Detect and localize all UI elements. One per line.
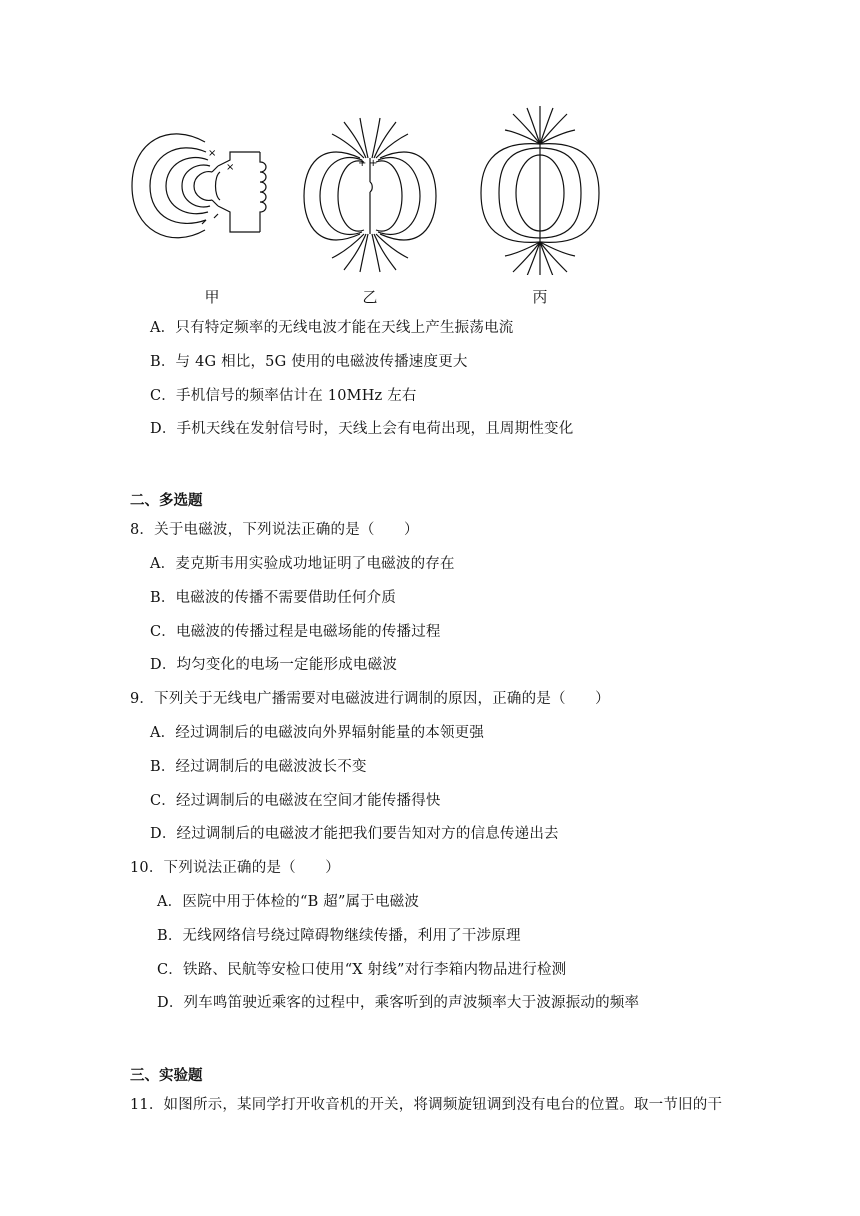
q7-option-a: A．只有特定频率的无线电波才能在天线上产生振荡电流 [150,320,514,336]
figure-label-jia: 甲 [204,288,220,306]
q9-option-a: A．经过调制后的电磁波向外界辐射能量的本领更强 [150,725,485,741]
q8-option-b: B．电磁波的传播不需要借助任何介质 [150,590,397,606]
section-multiple-choice-title: 二、多选题 [130,493,203,509]
q9-option-b: B．经过调制后的电磁波波长不变 [150,759,367,775]
q8-option-a: A．麦克斯韦用实验成功地证明了电磁波的存在 [150,556,455,572]
figure-label-yi: 乙 [362,288,378,306]
figure-yi [300,100,440,306]
q7-option-b: B．与 4G 相比，5G 使用的电磁波传播速度更大 [150,354,468,370]
q8-stem: 8．关于电磁波，下列说法正确的是（ ） [130,522,419,538]
q11-stem: 11．如图所示，某同学打开收音机的开关，将调频旋钮调到没有电台的位置。取一节旧的干 [130,1097,723,1113]
section-experiment-title: 三、实验题 [130,1068,203,1084]
charge-mark-2: × [226,162,235,173]
q10-stem: 10．下列说法正确的是（ ） [130,860,340,876]
q7-option-d: D．手机天线在发射信号时，天线上会有电荷出现，且周期性变化 [150,421,574,437]
q9-option-c: C．经过调制后的电磁波在空间才能传播得快 [150,793,441,809]
q9-option-d: D．经过调制后的电磁波才能把我们要告知对方的信息传递出去 [150,826,559,842]
figure-bing-drawing [475,100,605,275]
q10-option-a: A．医院中用于体检的“B 超”属于电磁波 [157,894,420,910]
figure-jia [130,100,280,306]
figure-jia-drawing [130,100,280,275]
q10-option-b: B．无线网络信号绕过障碍物继续传播，利用了干涉原理 [157,928,521,944]
q9-stem: 9．下列关于无线电广播需要对电磁波进行调制的原因，正确的是（ ） [130,691,610,707]
figure-yi-drawing [300,100,440,275]
q10-option-d: D．列车鸣笛驶近乘客的过程中，乘客听到的声波频率大于波源振动的频率 [157,995,640,1011]
figure-bing [475,100,605,306]
charge-plus-2: + [369,158,378,169]
charge-plus-1: + [358,158,367,169]
charge-mark-1: × [208,148,217,159]
q10-option-c: C．铁路、民航等安检口使用“X 射线”对行李箱内物品进行检测 [157,962,567,978]
figure-label-bing: 丙 [532,288,548,306]
figure-group [120,100,620,310]
q8-option-d: D．均匀变化的电场一定能形成电磁波 [150,657,398,673]
q8-option-c: C．电磁波的传播过程是电磁场能的传播过程 [150,624,441,640]
q7-option-c: C．手机信号的频率估计在 10MHz 左右 [150,388,417,404]
